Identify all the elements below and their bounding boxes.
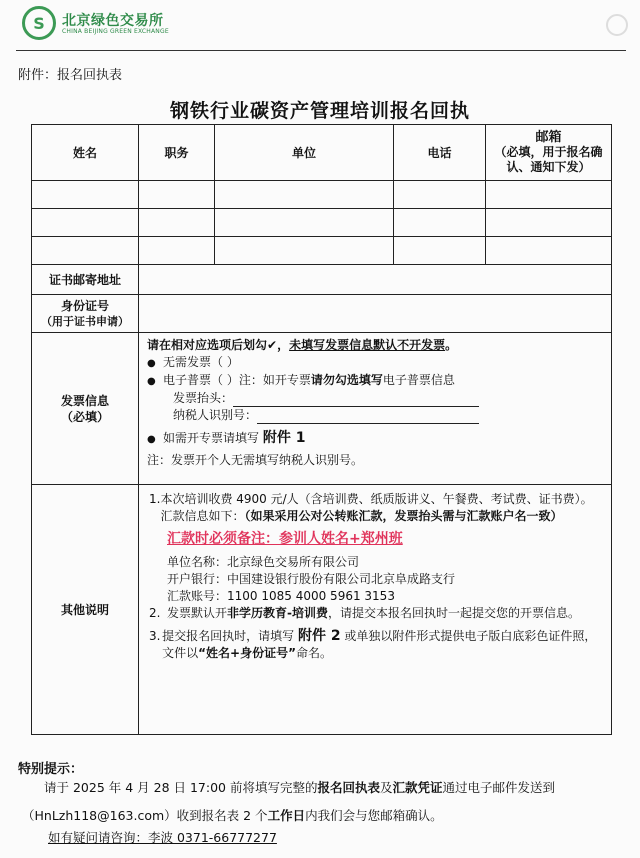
contact-info: 如有疑问请咨询：李波 0371-66777277	[48, 830, 277, 845]
name-cell[interactable]	[32, 181, 139, 209]
unit-cell[interactable]	[215, 181, 394, 209]
note-item-1: 1. 本次培训收费 4900 元/人（含培训费、纸质版讲义、午餐费、考试费、证书费）。汇款信息如下：（如果采用公对公转账汇款，发票抬头需与汇款账户名一致）	[149, 492, 593, 523]
header-email-note: （必填，用于报名确认、通知下发）	[494, 145, 603, 174]
invoice-label	[32, 333, 139, 485]
bullet-icon: ●	[147, 376, 156, 387]
table-row	[32, 181, 612, 209]
phone-cell[interactable]	[394, 237, 486, 265]
tip-line-2: （HnLzh118@163.com）收到报名表 2 个工作日内我们会与您邮箱确认。	[22, 808, 443, 823]
email-cell[interactable]	[486, 181, 612, 209]
name-cell[interactable]	[32, 237, 139, 265]
id-label: 身份证号	[60, 298, 109, 313]
special-tips-title: 特别提示：	[18, 762, 84, 777]
id-number-field[interactable]	[139, 295, 612, 333]
cert-address-field[interactable]	[139, 265, 612, 295]
invoice-section	[139, 333, 612, 485]
bank-name: 开户银行：中国建设银行股份有限公司北京阜成路支行	[167, 572, 456, 586]
page-header	[0, 0, 640, 52]
page-corner-mark-icon	[606, 14, 628, 36]
invoice-title-field[interactable]: 发票抬头：	[147, 390, 605, 407]
header-unit: 单位	[215, 125, 394, 181]
attachment-label: 附件：报名回执表	[18, 68, 123, 83]
invoice-label-title: 发票信息	[60, 393, 109, 408]
phone-cell[interactable]	[394, 181, 486, 209]
bullet-icon: ●	[147, 434, 156, 445]
invoice-note: 注：发票开个人无需填写纳税人识别号。	[147, 453, 364, 467]
account-number: 汇款账号：1100 1085 4000 5961 3153	[167, 589, 395, 603]
invoice-option-none[interactable]: ● 无需发票（ ）	[147, 354, 605, 372]
unit-cell[interactable]	[215, 237, 394, 265]
phone-cell[interactable]	[394, 209, 486, 237]
email-cell[interactable]	[486, 237, 612, 265]
invoice-option-special: ● 如需开专票请填写 附件 1	[147, 430, 306, 446]
invoice-instruction: 请在相对应选项后划勾✔，未填写发票信息默认不开发票。	[147, 338, 458, 352]
remittance-remark: 汇款时必须备注：参训人姓名+郑州班	[167, 531, 403, 547]
registration-form-table	[31, 124, 612, 735]
invoice-label-note: （必填）	[60, 409, 109, 424]
position-cell[interactable]	[139, 237, 215, 265]
account-name: 单位名称：北京绿色交易所有限公司	[167, 555, 360, 569]
check-mark-icon: ✔	[267, 338, 278, 352]
id-note: （用于证书申请）	[41, 314, 129, 328]
bullet-icon: ●	[147, 358, 156, 369]
other-notes-label: 其他说明	[32, 485, 139, 735]
unit-cell[interactable]	[215, 209, 394, 237]
taxpayer-id-field[interactable]: 纳税人识别号：	[147, 407, 605, 424]
header-name: 姓名	[32, 125, 139, 181]
note-item-2: 2. 发票默认开非学历教育-培训费，请提交本报名回执时一起提交您的开票信息。	[149, 606, 581, 620]
header-email	[486, 125, 612, 181]
org-name-cn: 北京绿色交易所	[62, 13, 164, 29]
note-item-3: 3. 提交报名回执时，请填写 附件 2 或单独以附件形式提供电子版白底彩色证件照，文件以“姓名+身份证号”命名。	[149, 628, 597, 660]
invoice-option-electronic[interactable]: ● 电子普票（ ）注：如开专票请勿勾选填写电子普票信息	[147, 372, 605, 390]
id-number-label	[32, 295, 139, 333]
other-notes-section	[139, 485, 612, 735]
exchange-logo-icon: S	[22, 6, 56, 40]
header-email-title: 邮箱	[535, 130, 562, 145]
table-row	[32, 237, 612, 265]
org-name-en: CHINA BEIJING GREEN EXCHANGE	[62, 28, 169, 35]
contact-email[interactable]: （HnLzh118@163.com）收到报名表 2 个	[22, 808, 268, 823]
email-cell[interactable]	[486, 209, 612, 237]
position-cell[interactable]	[139, 181, 215, 209]
header-phone: 电话	[394, 125, 486, 181]
name-cell[interactable]	[32, 209, 139, 237]
table-row	[32, 209, 612, 237]
form-title: 钢铁行业碳资产管理培训报名回执	[169, 100, 470, 122]
header-divider	[16, 50, 626, 51]
position-cell[interactable]	[139, 209, 215, 237]
tip-line-1: 请于 2025 年 4 月 28 日 17:00 前将填写完整的报名回执表及汇款凭证通过电子邮件发送到	[44, 780, 556, 795]
cert-address-label: 证书邮寄地址	[32, 265, 139, 295]
header-position: 职务	[139, 125, 215, 181]
